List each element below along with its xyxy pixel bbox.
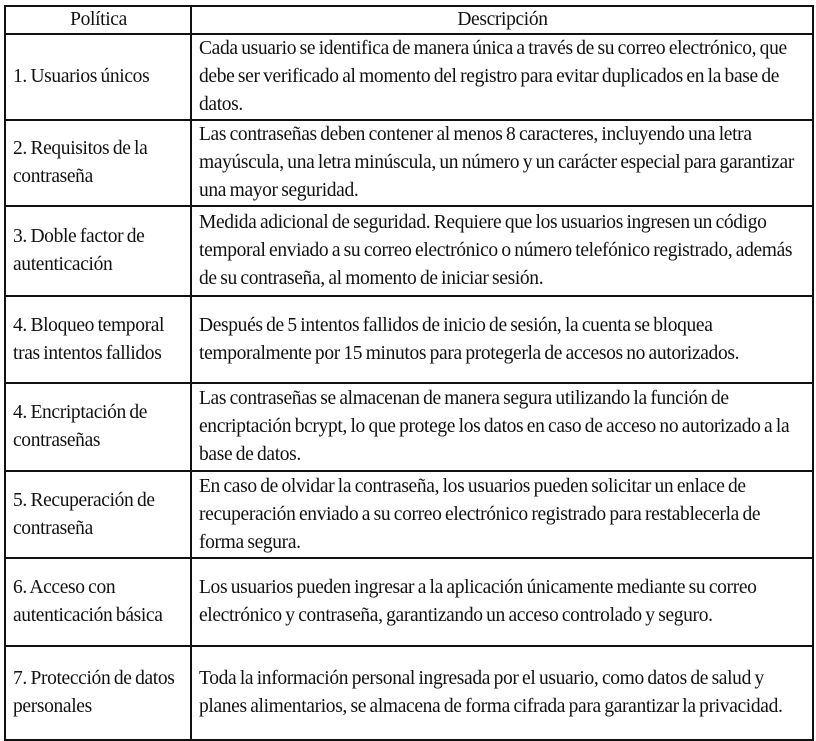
policy-cell: 4. Bloqueo temporal tras intentos fallidos — [5, 296, 191, 383]
description-cell: En caso de olvidar la contraseña, los usuarios pueden solicitar un enlace de recuperación enviado a su correo electrónico registrado para restablecerla de forma segura. — [191, 471, 813, 558]
policy-cell: 3. Doble factor de autenticación — [5, 206, 191, 296]
description-cell: Las contraseñas se almacenan de manera segura utilizando la función de encriptación bcrypt, lo que protege los datos en caso de acceso no autorizado a la base de datos. — [191, 383, 813, 471]
description-cell: Cada usuario se identifica de manera única a través de su correo electrónico, que debe ser verificado al momento del registro para evitar duplicados en la base de datos. — [191, 34, 813, 120]
policy-cell: 7. Protección de datos personales — [5, 646, 191, 740]
description-cell: Los usuarios pueden ingresar a la aplicación únicamente mediante su correo electrónico y contraseña, garantizando un acceso controlado y seguro. — [191, 558, 813, 646]
policy-cell: 6. Acceso con autenticación básica — [5, 558, 191, 646]
table-row — [5, 34, 813, 120]
policy-cell: 4. Encriptación de contraseñas — [5, 383, 191, 471]
table-row — [5, 296, 813, 383]
description-cell: Medida adicional de seguridad. Requiere que los usuarios ingresen un código temporal enviado a su correo electrónico o número telefónico registrado, además de su contraseña, al momento de iniciar sesión. — [191, 206, 813, 296]
policy-cell: 2. Requisitos de la contraseña — [5, 120, 191, 206]
description-cell: Después de 5 intentos fallidos de inicio de sesión, la cuenta se bloquea temporalmente por 15 minutos para protegerla de accesos no autorizados. — [191, 296, 813, 383]
table-row — [5, 383, 813, 471]
table-row — [5, 120, 813, 206]
security-policy-table — [4, 5, 814, 741]
description-cell: Toda la información personal ingresada por el usuario, como datos de salud y planes alimentarios, se almacena de forma cifrada para garantizar la privacidad. — [191, 646, 813, 740]
table-row — [5, 558, 813, 646]
description-cell: Las contraseñas deben contener al menos 8 caracteres, incluyendo una letra mayúscula, una letra minúscula, un número y un carácter especial para garantizar una mayor seguridad. — [191, 120, 813, 206]
table-row — [5, 646, 813, 740]
table-row — [5, 471, 813, 558]
policy-cell: 1. Usuarios únicos — [5, 34, 191, 120]
table-row — [5, 206, 813, 296]
table-header-row — [5, 6, 813, 34]
header-description: Descripción — [191, 6, 813, 34]
policy-cell: 5. Recuperación de contraseña — [5, 471, 191, 558]
header-policy: Política — [5, 6, 191, 34]
